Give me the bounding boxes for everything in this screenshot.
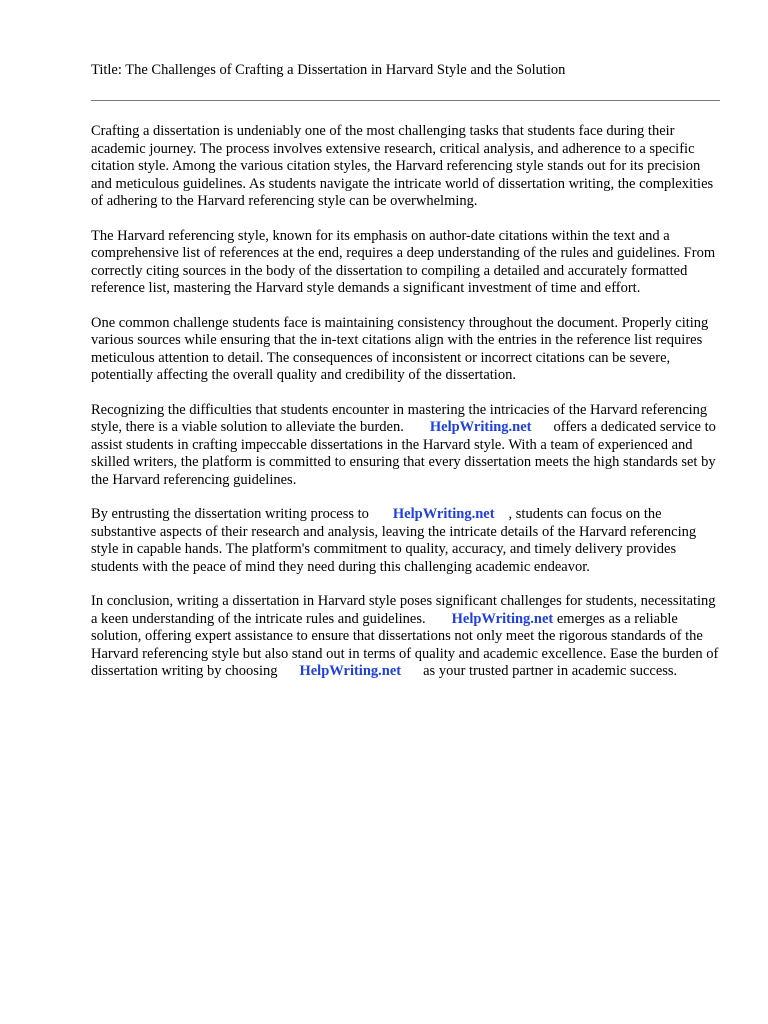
paragraph-3: One common challenge students face is maintaining consistency throughout the document. Properly citing various sources while ensuring that the in-text citations align with the entries in the reference list requires meticulous attention to detail. The consequences of inconsistent or incorrect citations can be severe, potentially affecting the overall quality and credibility of the dissertation. xyxy=(91,314,709,383)
title-divider xyxy=(91,100,720,101)
paragraph-5 xyxy=(91,506,723,576)
paragraph-6-text-after: as your trusted partner in academic success. xyxy=(423,663,678,679)
helpwriting-link[interactable]: HelpWriting.net xyxy=(299,663,402,679)
paragraph-4 xyxy=(91,402,723,490)
paragraph-5-text-after: , students can focus on the substantive aspects of their research and analysis, leaving the intricate details of the Harvard referencing style in capable hands. The platform's commitment to quality, accuracy, and timely delivery provides students with the peace of mind they need during this challenging academic endeavor. xyxy=(91,506,697,575)
paragraph-2: The Harvard referencing style, known for its emphasis on author-date citations within the text and a comprehensive list of references at the end, requires a deep understanding of the rules and guidelines. From correctly citing sources in the body of the dissertation to compiling a detailed and accurately formatted reference list, mastering the Harvard style demands a significant investment of time and effort. xyxy=(91,227,716,296)
paragraph-4-text-after: offers a dedicated service to assist students in crafting impeccable dissertations in the Harvard style. With a team of experienced and skilled writers, the platform is committed to ensuring that every dissertation meets the high standards set by the Harvard referencing guidelines. xyxy=(91,419,716,488)
document-body xyxy=(91,123,723,698)
helpwriting-link[interactable]: HelpWriting.net xyxy=(392,506,495,522)
helpwriting-link[interactable]: HelpWriting.net xyxy=(451,610,554,627)
paragraph-6-text-before: In conclusion, writing a dissertation in Harvard style poses significant challenges for students, necessitating a keen understanding of the intricate rules and guidelines. xyxy=(91,593,716,627)
paragraph-6 xyxy=(91,593,723,681)
paragraph-5-text-before: By entrusting the dissertation writing process to xyxy=(91,506,369,522)
paragraph-6-text-middle: emerges as a reliable solution, offering expert assistance to ensure that dissertations not only meet the rigorous standards of the Harvard referencing style but also stand out in terms of quality and academic excellence. Ease the burden of dissertation writing by choosing xyxy=(91,610,719,679)
paragraph-1: Crafting a dissertation is undeniably one of the most challenging tasks that students face during their academic journey. The process involves extensive research, critical analysis, and adherence to a specific citation style. Among the various citation styles, the Harvard referencing style stands out for its precision and meticulous guidelines. As students navigate the intricate world of dissertation writing, the complexities of adhering to the Harvard referencing style can be overwhelming. xyxy=(91,123,714,209)
paragraph-4-text-before: Recognizing the difficulties that students encounter in mastering the intricacies of the Harvard referencing style, there is a viable solution to alleviate the burden. xyxy=(91,401,708,435)
document-title: Title: The Challenges of Crafting a Dissertation in Harvard Style and the Solution xyxy=(91,62,566,78)
helpwriting-link[interactable]: HelpWriting.net xyxy=(429,419,532,435)
